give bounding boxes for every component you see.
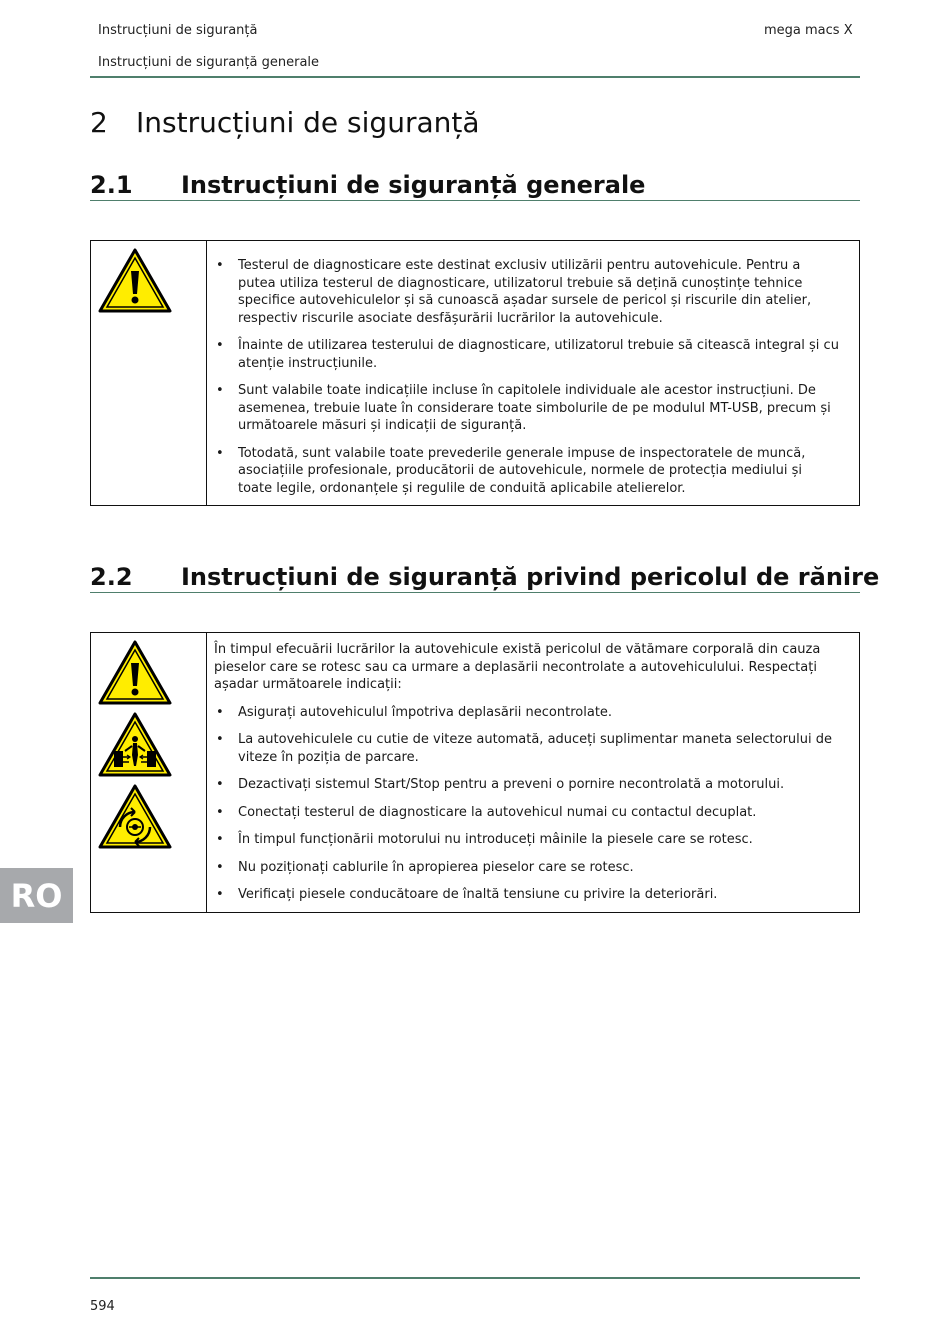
icon-cell [91, 633, 207, 913]
general-warning-icon [98, 639, 172, 705]
section-number: 2.1 [90, 171, 133, 199]
section-title: Instrucțiuni de siguranță privind pericolul de rănire [181, 563, 880, 591]
list-item: • Nu poziționați cablurile în apropierea pieselor care se rotesc. [214, 859, 839, 877]
section-heading-injury [90, 563, 879, 591]
section-rule [90, 592, 860, 593]
header-product: mega macs X [764, 23, 853, 38]
list-item: • Verificați piesele conducătoare de înaltă tensiune cu privire la deteriorări. [214, 886, 839, 904]
section-title: Instrucțiuni de siguranță generale [181, 171, 646, 199]
bullet-list [214, 257, 839, 497]
list-item: • Totodată, sunt valabile toate prevederile generale impuse de inspectoratele de muncă, asociațiile profesionale, producătorii de autovehicule, normele de protecția mediului și toate legile, ordonanțele și regulile de conduită aplicabile atelierelor. [214, 445, 839, 498]
section-number: 2.2 [90, 563, 133, 591]
chapter-heading [90, 106, 480, 139]
rotating-parts-icon [98, 783, 172, 849]
footer-rule [90, 1277, 860, 1279]
list-item: • Sunt valabile toate indicațiile incluse în capitolele individuale ale acestor instrucțiuni. De asemenea, trebuie luate în considerare toate simbolurile de pe modulul MT-USB, precum și următoarele măsuri și indicații de siguranță. [214, 382, 839, 435]
list-item: • La autovehiculele cu cutie de viteze automată, aduceți suplimentar maneta selectorului de viteze în poziția de parcare. [214, 731, 839, 766]
list-item: • Asigurați autovehiculul împotriva deplasării necontrolate. [214, 704, 839, 722]
list-item: • Testerul de diagnosticare este destinat exclusiv utilizării pentru autovehicule. Pentru a putea utiliza testerul de diagnosticare, utilizatorul trebuie să dețină cunoștințe tehnice specifice autovehiculelor și să cunoască așadar sursele de pericol și riscurile din atelier, respectiv riscurile asociate desfășurării lucrărilor la autovehicule. [214, 257, 839, 327]
list-item: • În timpul funcționării motorului nu introduceți mâinile la piesele care se rotesc. [214, 831, 839, 849]
list-item: • Dezactivați sistemul Start/Stop pentru a preveni o pornire necontrolată a motorului. [214, 776, 839, 794]
language-tab: RO [0, 868, 73, 923]
page-number: 594 [90, 1299, 115, 1314]
bullet-list [214, 704, 839, 904]
chapter-number: 2 [90, 106, 108, 139]
section-heading-general [90, 171, 645, 199]
injury-safety-table [90, 632, 860, 913]
section-rule [90, 200, 860, 201]
intro-text: În timpul efecuării lucrărilor la autovehicule există pericolul de vătămare corporală din cauza pieselor care se rotesc sau ca urmare a deplasării necontrolate a autovehiculului. Respectați așadar următoarele indicații: [214, 642, 821, 692]
header-rule [90, 76, 860, 78]
header-chapter: Instrucțiuni de siguranță [98, 23, 258, 38]
icon-cell [91, 241, 207, 506]
crushing-hazard-icon [98, 711, 172, 777]
header-section: Instrucțiuni de siguranță generale [98, 55, 320, 70]
list-item: • Conectați testerul de diagnosticare la autovehicul numai cu contactul decuplat. [214, 804, 839, 822]
list-item: • Înainte de utilizarea testerului de diagnosticare, utilizatorul trebuie să citească integral și cu atenție instrucțiunile. [214, 337, 839, 372]
text-cell [207, 633, 860, 913]
general-safety-table [90, 240, 860, 506]
chapter-title: Instrucțiuni de siguranță [136, 106, 480, 139]
general-warning-icon [98, 247, 172, 313]
text-cell [207, 241, 860, 506]
